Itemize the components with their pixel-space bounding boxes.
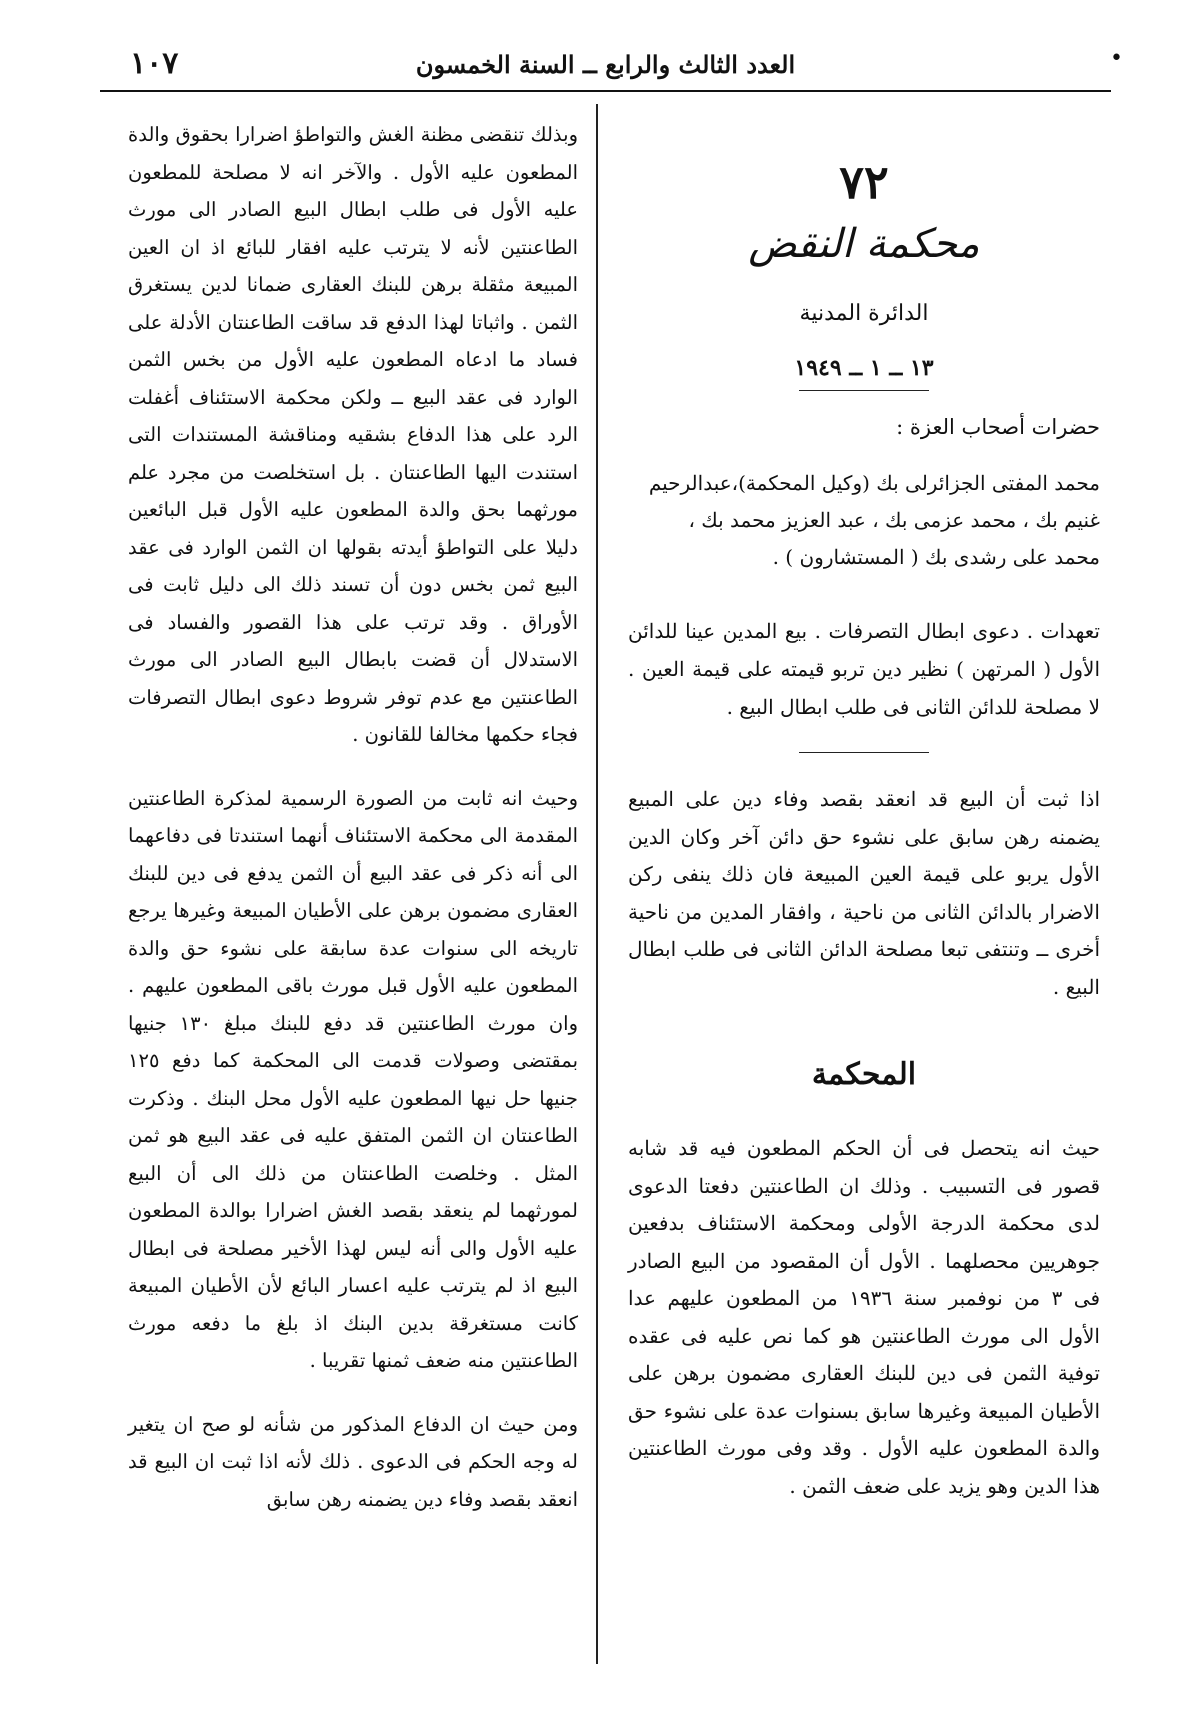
section-heading: المحكمة <box>811 1057 917 1092</box>
judges-line: غنيم بك ، محمد عزمى بك ، عبد العزيز محمد بك ، <box>688 508 1100 532</box>
court-name: محكمة النقض <box>748 221 980 267</box>
legal-principle: اذا ثبت أن البيع قد انعقد بقصد وفاء دين على المبيع يضمنه رهن سابق على نشوء حق دائن آخر وكان الدين الأول يربو على قيمة العين المبيعة فان ذلك ينفى ركن الاضرار بالدائن الثانى من ناحية ، وافقار المدين من ناحية أخرى ــ وتنتفى تبعا مصلحة الدائن الثانى فى طلب ابطال البيع . <box>628 787 1100 999</box>
body-paragraph: ومن حيث ان الدفاع المذكور من شأنه لو صح ان يتغير له وجه الحكم فى الدعوى . ذلك لأنه اذا ثبت ان البيع قد انعقد بقصد وفاء دين يضمنه رهن سابق <box>128 1412 578 1511</box>
header-dot: • <box>1110 46 1123 71</box>
address-line: حضرات أصحاب العزة : <box>896 415 1100 439</box>
chamber-name: الدائرة المدنية <box>799 301 929 326</box>
page-number: ١٠٧ <box>130 46 179 81</box>
date-underline <box>799 390 929 391</box>
judges-line: محمد على رشدى بك ( المستشارون ) . <box>772 545 1100 569</box>
left-column <box>128 116 578 1518</box>
running-head: العدد الثالث والرابع ــ السنة الخمسون <box>415 50 796 79</box>
column-divider <box>596 104 598 1664</box>
case-number: ٧٢ <box>839 155 889 209</box>
page-header <box>100 44 1123 92</box>
judges-line: محمد المفتى الجزائرلى بك (وكيل المحكمة)،عبدالرحيم <box>648 471 1100 495</box>
court-reasoning: حيث انه يتحصل فى أن الحكم المطعون فيه قد شابه قصور فى التسبيب . وذلك ان الطاعنتين دفعتا الدعوى لدى محكمة الدرجة الأولى ومحكمة الاستئناف بدفعين جوهريين محصلهما . الأول أن المقصود من البيع الصادر فى ٣ من نوفمبر سنة ١٩٣٦ من المطعون عليهم عدا الأول الى مورث الطاعنتين هو كما نص عليه فى عقده توفية الثمن فى دين للبنك العقارى مضمون برهن على الأطيان المبيعة وغيرها سابق بسنوات عدة على نشوء حق والدة المطعون عليه الأول . وقد وفى مورث الطاعنتين هذا الدين وهو يزيد على ضعف الثمن . <box>628 1136 1101 1498</box>
judges-list <box>628 465 1100 576</box>
keywords-summary: تعهدات . دعوى ابطال التصرفات . بيع المدين عينا للدائن الأول ( المرتهن ) نظير دين تربو قيمته على قيمة العين . لا مصلحة للدائن الثانى فى طلب ابطال البيع . <box>628 619 1100 719</box>
body-paragraph: وحيث انه ثابت من الصورة الرسمية لمذكرة الطاعنتين المقدمة الى محكمة الاستئناف أنهما استندتا فى دفاعهما الى أنه ذكر فى عقد البيع أن الثمن يدفع فى دين للبنك العقارى مضمون برهن على الأطيان المبيعة وغيرها يرجع تاريخه الى سنوات عدة سابقة على نشوء حق والدة المطعون عليه الأول قبل مورث باقى المطعون عليهم . وان مورث الطاعنتين قد دفع للبنك مبلغ ١٣٠ جنيها بمقتضى وصولات قدمت الى المحكمة كما دفع ١٢٥ جنيها حل نيها المطعون عليه الأول محل البنك . وذكرت الطاعنتان ان الثمن المتفق عليه فى عقد البيع هو ثمن المثل . وخلصت الطاعنتان من ذلك الى أن البيع لمورثهما لم ينعقد بقصد الغش اضرارا بوالدة المطعون عليه الأول والى أنه ليس لهذا الأخير مصلحة فى ابطال البيع اذ لم يترتب عليه اعسار البائع لأن الأطيان المبيعة كانت مستغرقة بدين البنك اذ بلغ ما دفعه مورث الطاعنتين منه ضعف ثمنها تقريبا . <box>128 786 578 1372</box>
separator-rule <box>799 752 929 753</box>
right-column <box>628 116 1100 1505</box>
body-paragraph: وبذلك تنقضى مظنة الغش والتواطؤ اضرارا بحقوق والدة المطعون عليه الأول . والآخر انه لا مصلحة للمطعون عليه الأول فى طلب ابطال البيع الصادر الى مورث الطاعنتين لأنه لا يترتب عليه افقار للبائع اذ ان العين المبيعة مثقلة برهن للبنك العقارى ضمانا لدين يستغرق الثمن . واثباتا لهذا الدفع قد ساقت الطاعنتان الأدلة على فساد ما ادعاه المطعون عليه الأول من بخس الثمن الوارد فى عقد البيع ــ ولكن محكمة الاستئناف أغفلت الرد على هذا الدفاع بشقيه ومناقشة المستندات التى استندت اليها الطاعنتان . بل استخلصت من مجرد علم مورثهما بحق والدة المطعون عليه الأول قبل البائعين دليلا على التواطؤ أيدته بقولها ان الثمن الوارد فى عقد البيع ثمن بخس دون أن تسند ذلك الى دليل ثابت فى الأوراق . وقد ترتب على هذا القصور والفساد فى الاستدلال أن قضت بابطال البيع الصادر الى مورث الطاعنتين مع عدم توفر شروط دعوى ابطال التصرفات فجاء حكمها مخالفا للقانون . <box>128 123 578 746</box>
judgment-date: ١٣ ــ ١ ــ ١٩٤٩ <box>794 355 934 381</box>
